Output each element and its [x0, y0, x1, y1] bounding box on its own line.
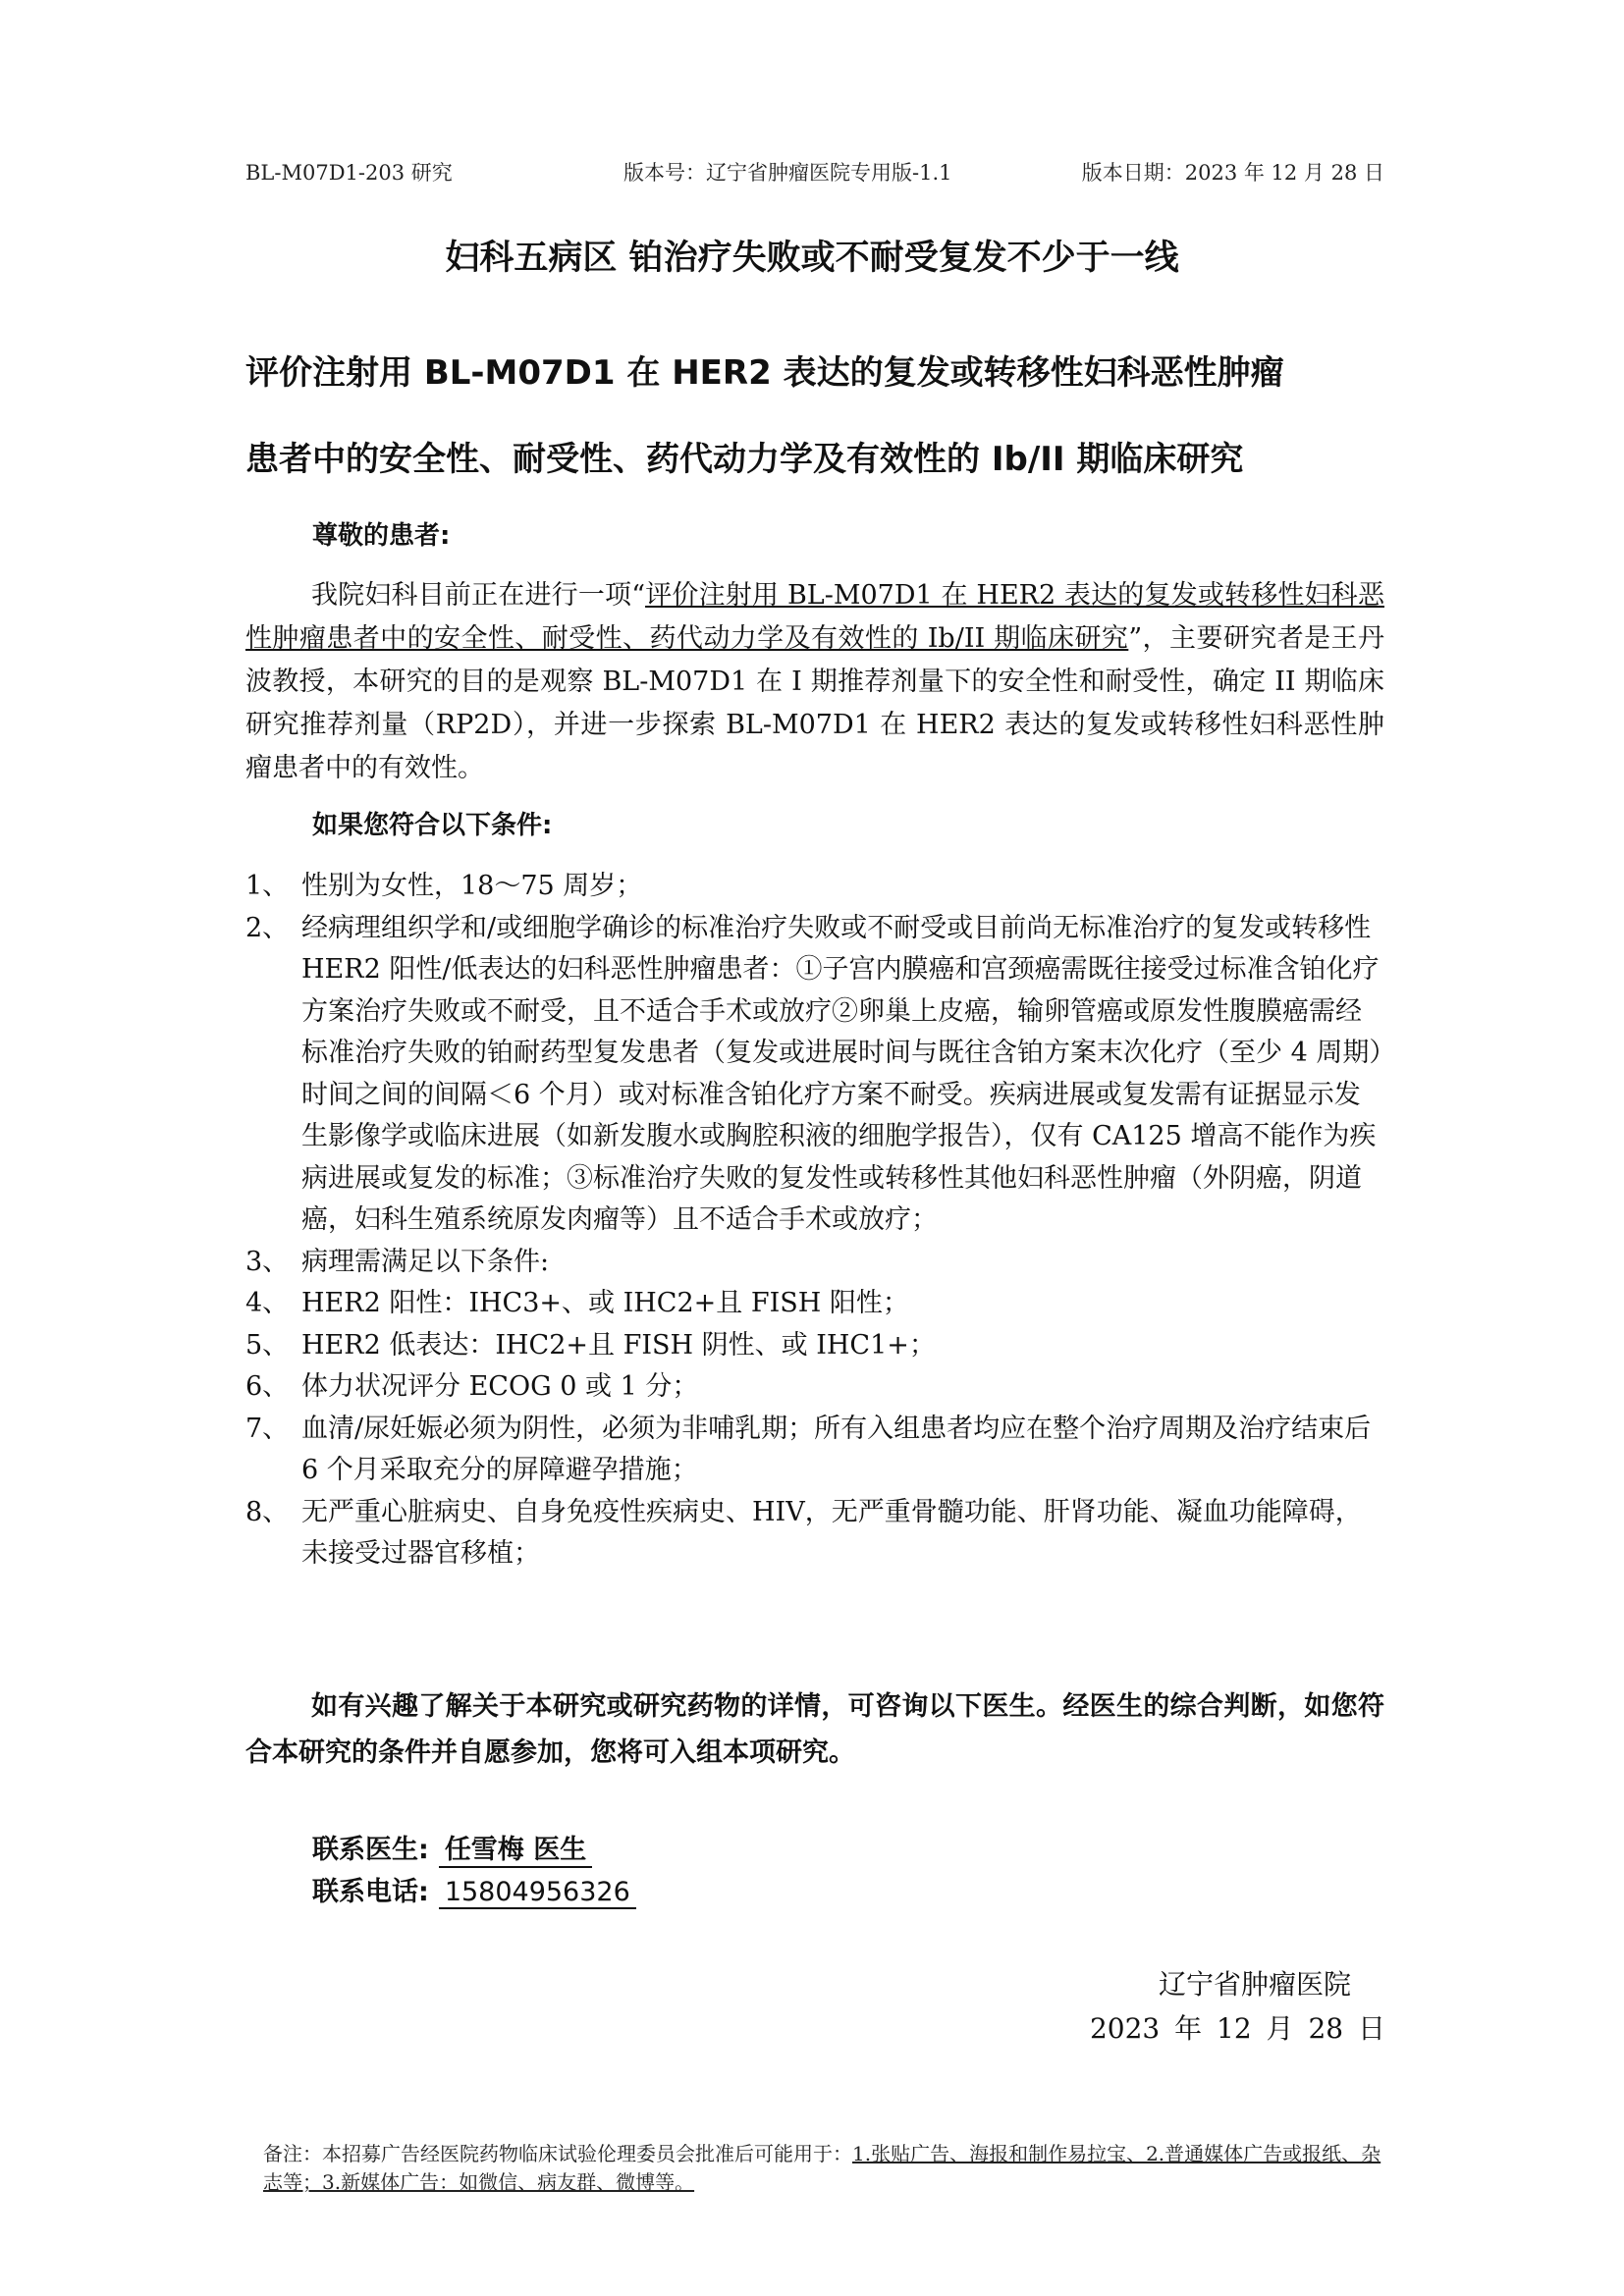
- list-item: [245, 1409, 1384, 1492]
- contact-doctor-value: 任雪梅 医生: [444, 1835, 587, 1865]
- version-date: 版本日期：2023 年 12 月 28 日: [1081, 161, 1384, 185]
- study-title-line-1: 评价注射用 BL-M07D1 在 HER2 表达的复发或转移性妇科恶性肿瘤: [245, 353, 1284, 393]
- contact-phone: [312, 1870, 636, 1909]
- footnote-uses: 1.张贴广告、海报和制作易拉宝、2.普通媒体广告或报纸、杂志等；3.新媒体广告：如微信、病友群、微博等。: [263, 2142, 1381, 2194]
- ward-title: 妇科五病区 铂治疗失败或不耐受复发不少于一线: [445, 239, 1179, 278]
- study-id: BL-M07D1-203 研究: [245, 161, 453, 185]
- list-item: [245, 1366, 1384, 1409]
- list-item: [245, 1242, 1384, 1284]
- conditions-title: 如果您符合以下条件:: [312, 811, 553, 840]
- item-number: 4、: [245, 1288, 290, 1318]
- salutation: 尊敬的患者:: [312, 521, 451, 551]
- interest-paragraph: 如有兴趣了解关于本研究或研究药物的详情，可咨询以下医生。经医生的综合判断，如您符合本研究的条件并自愿参加，您将可入组本项研究。: [245, 1691, 1384, 1768]
- contact-doctor-label: 联系医生:: [312, 1835, 429, 1865]
- list-item: [245, 908, 1384, 1242]
- footnote-prefix: 备注：本招募广告经医院药物临床试验伦理委员会批准后可能用于：: [263, 2142, 852, 2165]
- item-number: 3、: [245, 1246, 290, 1277]
- item-number: 2、: [245, 912, 290, 943]
- document-header: [245, 157, 1384, 190]
- item-text: 血清/尿妊娠必须为阴性，必须为非哺乳期；所有入组患者均应在整个治疗周期及治疗结束后 6 个月采取充分的屏障避孕措施；: [301, 1413, 1372, 1485]
- study-title-line-2: 患者中的安全性、耐受性、药代动力学及有效性的 Ib/II 期临床研究: [245, 440, 1244, 479]
- item-text: 性别为女性，18～75 周岁；: [301, 871, 643, 901]
- contact-phone-label: 联系电话:: [312, 1877, 429, 1907]
- version-number: 版本号：辽宁省肿瘤医院专用版-1.1: [623, 161, 952, 185]
- item-text: 病理需满足以下条件:: [301, 1246, 550, 1277]
- list-item: [245, 866, 1384, 908]
- conditions-list: [245, 866, 1384, 1575]
- list-item: [245, 1325, 1384, 1367]
- signature-organization: 辽宁省肿瘤医院: [1158, 1968, 1351, 2001]
- intro-paragraph: [245, 574, 1384, 790]
- intro-prefix: 我院妇科目前正在进行一项“: [311, 580, 646, 611]
- item-text: HER2 阳性：IHC3+、或 IHC2+且 FISH 阳性；: [301, 1288, 909, 1318]
- signature-date: 2023 年 12 月 28 日: [1089, 2012, 1385, 2045]
- item-text: HER2 低表达：IHC2+且 FISH 阴性、或 IHC1+；: [301, 1329, 936, 1361]
- footnote: [263, 2140, 1382, 2197]
- intro-suffix: ”，主要研究者是王丹波教授，本研究的目的是观察 BL-M07D1 在 I 期推荐剂量下的安全性和耐受性，确定 II 期临床研究推荐剂量（RP2D），并进一步探索 BL-M07D1 在 HER2 表达的复发或转移性妇科恶性肿瘤患者中的有效性。: [245, 623, 1384, 783]
- study-name: 评价注射用 BL-M07D1 在 HER2 表达的复发或转移性妇科恶性肿瘤患者中的安全性、耐受性、药代动力学及有效性的 Ib/II 期临床研究: [245, 580, 1384, 654]
- item-number: 7、: [245, 1413, 290, 1444]
- list-item: [245, 1283, 1384, 1325]
- item-text: 经病理组织学和/或细胞学确诊的标准治疗失败或不耐受或目前尚无标准治疗的复发或转移性 HER2 阳性/低表达的妇科恶性肿瘤患者：①子宫内膜癌和宫颈癌需既往接受过标准含铂化疗方案治疗失败或不耐受，且不适合手术或放疗②卵巢上皮癌，输卵管癌或原发性腹膜癌需经标准治疗失败的铂耐药型复发患者（复发或进展时间与既往含铂方案末次化疗（至少 4 周期）时间之间的间隔＜6 个月）或对标准含铂化疗方案不耐受。疾病进展或复发需有证据显示发生影像学或临床进展（如新发腹水或胸腔积液的细胞学报告），仅有 CA125 增高不能作为疾病进展或复发的标准；③标准治疗失败的复发性或转移性其他妇科恶性肿瘤（外阴癌，阴道癌，妇科生殖系统原发肉瘤等）且不适合手术或放疗；: [301, 912, 1382, 1235]
- contact-phone-value: 15804956326: [444, 1877, 630, 1907]
- item-text: 无严重心脏病史、自身免疫性疾病史、HIV，无严重骨髓功能、肝肾功能、凝血功能障碍，未接受过器官移植；: [301, 1496, 1362, 1569]
- item-text: 体力状况评分 ECOG 0 或 1 分；: [301, 1371, 699, 1402]
- item-number: 1、: [245, 871, 290, 901]
- list-item: [245, 1492, 1384, 1575]
- item-number: 6、: [245, 1371, 290, 1402]
- contact-doctor: [312, 1828, 592, 1868]
- item-number: 8、: [245, 1496, 290, 1527]
- item-number: 5、: [245, 1329, 290, 1361]
